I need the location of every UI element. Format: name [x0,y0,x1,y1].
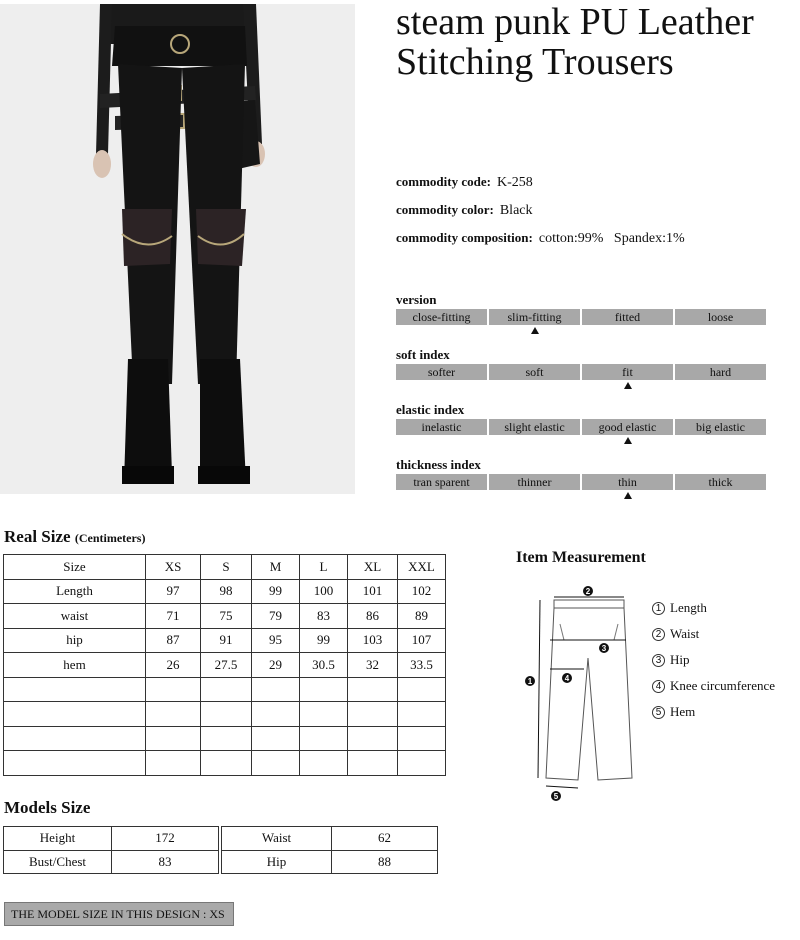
size-cell: XS [146,555,201,580]
table-row [4,726,446,751]
index-option: thick [675,474,766,490]
size-cell: 86 [348,604,398,629]
size-cell: L [300,555,348,580]
index-title: version [396,292,437,307]
size-cell: 29 [252,653,300,678]
index-option: big elastic [675,419,766,435]
size-cell [300,726,348,751]
index-option: hard [675,364,766,380]
size-cell [300,702,348,727]
size-row-label: waist [4,604,146,629]
model-attr-label: Bust/Chest [4,850,112,874]
size-row-label: Size [4,555,146,580]
legend-number: 4 [652,680,665,693]
models-size-table-left [3,826,219,874]
size-row-label [4,751,146,776]
size-cell: 87 [146,628,201,653]
legend-item-hem [652,704,775,730]
size-cell [300,751,348,776]
index-option-selected: slim-fitting [489,309,580,325]
table-row [4,628,446,653]
size-cell: 102 [398,579,446,604]
model-attr-value: 62 [332,827,438,851]
index-option: soft [489,364,580,380]
index-option: loose [675,309,766,325]
model-attr-value: 172 [112,827,219,851]
title-line-2: Stitching Trousers [396,41,674,83]
size-cell: 32 [348,653,398,678]
size-cell: XL [348,555,398,580]
real-size-unit: (Centimeters) [74,531,146,545]
index-option-selected: thin [582,474,673,490]
commodity-color-label: commodity color: [396,202,494,217]
size-cell: 91 [201,628,252,653]
real-size-title [4,527,145,547]
size-cell [348,751,398,776]
size-cell: 30.5 [300,653,348,678]
size-cell [398,677,446,702]
size-cell: 27.5 [201,653,252,678]
commodity-color-value: Black [499,203,533,218]
table-row [4,677,446,702]
index-option: softer [396,364,487,380]
legend-label: Knee circumference [670,678,776,693]
table-row [4,653,446,678]
size-cell [201,726,252,751]
size-cell [348,677,398,702]
size-cell: 99 [300,628,348,653]
legend-number: 1 [652,602,665,615]
index-thickness [396,457,766,512]
model-attr-value: 88 [332,850,438,874]
table-row [222,850,438,874]
size-cell: 33.5 [398,653,446,678]
size-row-label [4,677,146,702]
commodity-code-row [396,172,796,200]
size-cell [252,726,300,751]
size-cell [252,751,300,776]
index-elastic [396,402,766,457]
legend-label: Hem [670,704,696,719]
index-option: inelastic [396,419,487,435]
size-row-label [4,702,146,727]
size-cell [398,751,446,776]
legend-item-waist [652,626,775,652]
model-attr-label: Hip [222,850,332,874]
index-option: close-fitting [396,309,487,325]
size-cell: XXL [398,555,446,580]
model-attr-value: 83 [112,850,219,874]
product-title [396,2,796,82]
legend-item-length [652,600,775,626]
commodity-code-label: commodity code: [396,174,491,189]
commodity-composition-row [396,228,796,256]
size-cell: 99 [252,579,300,604]
index-title: soft index [396,347,450,362]
size-cell [252,702,300,727]
commodity-color-row [396,200,796,228]
size-cell: 101 [348,579,398,604]
size-cell: 26 [146,653,201,678]
table-row [4,579,446,604]
legend-item-hip [652,652,775,678]
svg-text:4: 4 [564,674,570,683]
product-photo [0,4,355,494]
size-cell: 100 [300,579,348,604]
svg-text:3: 3 [601,644,607,653]
table-row [4,827,219,851]
legend-label: Waist [670,626,700,641]
size-row-label: Length [4,579,146,604]
real-size-heading: Real Size [4,527,71,546]
size-cell [146,677,201,702]
size-cell [348,702,398,727]
size-cell: 83 [300,604,348,629]
index-option: tran sparent [396,474,487,490]
index-option: fitted [582,309,673,325]
commodity-info [396,172,796,256]
size-cell: 103 [348,628,398,653]
size-cell [201,677,252,702]
size-cell [398,726,446,751]
index-option-selected: good elastic [582,419,673,435]
trousers-photo-icon [0,4,355,494]
model-attr-label: Waist [222,827,332,851]
size-cell: 75 [201,604,252,629]
legend-item-knee [652,678,775,704]
size-cell: 98 [201,579,252,604]
table-row [4,850,219,874]
size-cell: 79 [252,604,300,629]
size-cell: 95 [252,628,300,653]
measurement-legend [652,600,775,730]
models-size-table-right [221,826,438,874]
commodity-composition-value: cotton:99% Spandex:1% [538,231,685,246]
models-size-title: Models Size [4,798,91,817]
size-cell [201,702,252,727]
table-row [222,827,438,851]
legend-label: Length [670,600,707,615]
size-cell [300,677,348,702]
commodity-code-value: K-258 [496,175,533,190]
svg-text:1: 1 [527,677,533,686]
size-cell [398,702,446,727]
model-attr-label: Height [4,827,112,851]
index-option-selected: fit [582,364,673,380]
index-version [396,292,766,347]
size-cell [252,677,300,702]
index-option: thinner [489,474,580,490]
item-measurement-title: Item Measurement [516,549,646,566]
legend-number: 2 [652,628,665,641]
size-row-label [4,726,146,751]
size-cell: M [252,555,300,580]
table-row [4,702,446,727]
size-cell [146,726,201,751]
table-row [4,751,446,776]
trousers-measurement-diagram-icon [520,578,650,808]
index-option: slight elastic [489,419,580,435]
legend-number: 3 [652,654,665,667]
svg-text:5: 5 [553,792,559,801]
table-row [4,604,446,629]
table-header-row [4,555,446,580]
size-cell: 107 [398,628,446,653]
model-size-design-note: THE MODEL SIZE IN THIS DESIGN : XS [4,902,234,926]
commodity-composition-label: commodity composition: [396,230,533,245]
index-title: thickness index [396,457,481,472]
index-soft [396,347,766,402]
index-title: elastic index [396,402,465,417]
size-cell [348,726,398,751]
legend-number: 5 [652,706,665,719]
title-line-1: steam punk PU Leather [396,1,754,43]
size-cell: 89 [398,604,446,629]
size-cell [146,702,201,727]
size-cell: 97 [146,579,201,604]
size-cell [146,751,201,776]
size-cell: 71 [146,604,201,629]
legend-label: Hip [670,652,690,667]
svg-text:2: 2 [585,587,591,596]
size-cell [201,751,252,776]
size-cell: S [201,555,252,580]
real-size-table [3,554,446,776]
product-indexes [396,292,766,512]
size-row-label: hem [4,653,146,678]
size-row-label: hip [4,628,146,653]
